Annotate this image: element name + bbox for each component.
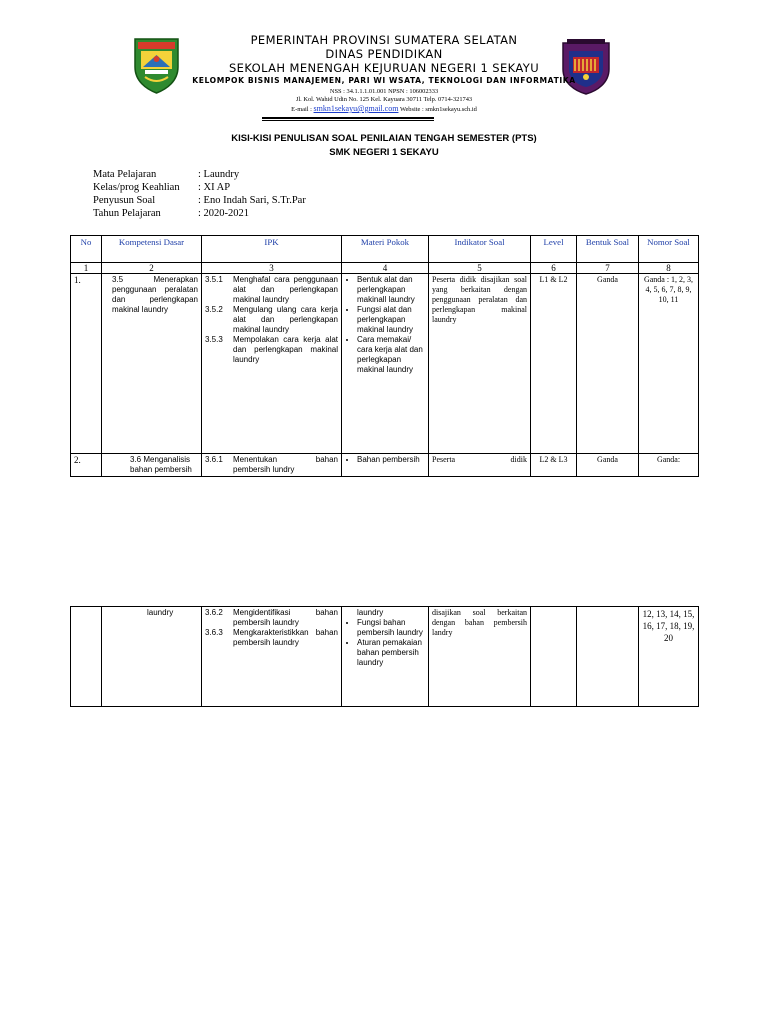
col-header-materi: Materi Pokok <box>342 236 429 263</box>
ipk-text: Menentukan bahan pembersih lundry <box>233 455 338 474</box>
ipk-number: 3.6.1 <box>205 455 223 464</box>
row2-materi <box>342 454 429 477</box>
col-number: 1 <box>71 263 102 274</box>
col-header-kd: Kompetensi Dasar <box>102 236 202 263</box>
info-value-author: : Eno Indah Sari, S.Tr.Par <box>198 195 306 206</box>
materi-item: • Bentuk alat dan perlengkapan makinall laundry <box>357 275 425 305</box>
table-number-row <box>71 263 699 274</box>
ipk-number: 3.5.3 <box>205 335 223 344</box>
ipk-text: Mengkarakteristikkan bahan pembersih laundry <box>233 628 338 647</box>
ipk-text: Mempolakan cara kerja alat dan perlengkapan makinal laundry <box>233 335 338 364</box>
ipk-number: 3.6.2 <box>205 608 223 617</box>
school-field-group: KELOMPOK BISNIS MANAJEMEN, PARI WI WSATA, TEKNOLOGI DAN INFORMATIKA <box>192 76 576 85</box>
ipk-text: Mengidentifikasi bahan pembersih laundry <box>233 608 338 627</box>
row2-kd: 3.6 Menganalisis bahan pembersih <box>102 454 202 477</box>
row1-ipk <box>202 274 342 454</box>
ipk-item <box>205 628 338 648</box>
table-row-2 <box>71 454 699 477</box>
ipk-text: Menghafal cara penggunaan alat dan perlengkapan makinal laundry <box>233 275 338 304</box>
document-subtitle: SMK NEGERI 1 SEKAYU <box>329 147 439 158</box>
row2-indikator: Peserta didik <box>429 454 531 477</box>
row2c-ipk <box>202 607 342 707</box>
materi-item: • Cara memakai/ cara kerja alat dan perlegkapan makinal laundry <box>357 335 425 375</box>
ipk-number: 3.5.1 <box>205 275 223 284</box>
ipk-item <box>205 275 338 305</box>
school-contact <box>0 104 768 113</box>
document-title: KISI-KISI PENULISAN SOAL PENILAIAN TENGAH SEMESTER (PTS) <box>231 133 537 144</box>
ipk-item <box>205 335 338 365</box>
row2c-kd: laundry <box>102 607 202 707</box>
row2c-level <box>531 607 577 707</box>
row1-no: 1. <box>71 274 102 454</box>
row1-kd: 3.5 Menerapkan penggunaan peralatan dan perlengkapan makinal laundry <box>102 274 202 454</box>
row2-ipk <box>202 454 342 477</box>
materi-continuation: laundry <box>357 608 384 617</box>
info-label-subject: Mata Pelajaran <box>93 169 157 180</box>
grid-table-page2 <box>70 606 699 707</box>
materi-item: • Aturan pemakaian bahan pembersih laundry <box>357 638 425 668</box>
row2c-nomor: 12, 13, 14, 15, 16, 17, 18, 19, 20 <box>639 607 699 707</box>
row1-nomor: Ganda : 1, 2, 3, 4, 5, 6, 7, 8, 9, 10, 11 <box>639 274 699 454</box>
ipk-text: Mengulang ulang cara kerja alat dan perlengkapan makinal laundry <box>233 305 338 334</box>
col-number: 2 <box>102 263 202 274</box>
ipk-item <box>205 608 338 628</box>
row2-bentuk: Ganda <box>577 454 639 477</box>
grid-table-page1 <box>70 235 699 477</box>
col-header-ipk: IPK <box>202 236 342 263</box>
info-label-year: Tahun Pelajaran <box>93 208 161 219</box>
table-header-row <box>71 236 699 263</box>
row1-materi <box>342 274 429 454</box>
materi-item: • Bahan pembersih <box>357 455 425 465</box>
materi-item: • Fungsi alat dan perlengkapan makinal laundry <box>357 305 425 335</box>
email-link[interactable]: smkn1sekayu@gmail.com <box>313 104 399 113</box>
info-value-subject: : Laundry <box>198 169 240 180</box>
ipk-number: 3.5.2 <box>205 305 223 314</box>
row2c-materi <box>342 607 429 707</box>
row2-level: L2 & L3 <box>531 454 577 477</box>
col-number: 8 <box>639 263 699 274</box>
row2c-indikator: disajikan soal berkaitan dengan bahan pembersih landry <box>429 607 531 707</box>
materi-item: • Fungsi bahan pembersih laundry <box>357 618 425 638</box>
info-label-class: Kelas/prog Keahlian <box>93 182 180 193</box>
ipk-number: 3.6.3 <box>205 628 223 637</box>
col-header-bentuk: Bentuk Soal <box>577 236 639 263</box>
col-header-level: Level <box>531 236 577 263</box>
col-header-nomor: Nomor Soal <box>639 236 699 263</box>
info-value-class: : XI AP <box>198 182 231 193</box>
row1-bentuk: Ganda <box>577 274 639 454</box>
table-row-1 <box>71 274 699 454</box>
government-name: PEMERINTAH PROVINSI SUMATERA SELATAN <box>250 33 518 47</box>
school-address: Jl. Kol. Wahid Udin No. 125 Kel. Kayuara 30711 Telp. 0714-321743 <box>295 96 473 103</box>
website-text: Website : smkn1sekayu.sch.id <box>398 106 477 113</box>
col-number: 6 <box>531 263 577 274</box>
header-divider-thick <box>262 117 434 119</box>
school-name: SEKOLAH MENENGAH KEJURUAN NEGERI 1 SEKAYU <box>228 61 540 75</box>
row2c-no <box>71 607 102 707</box>
table-row-2-continued <box>71 607 699 707</box>
col-header-indikator: Indikator Soal <box>429 236 531 263</box>
department-name: DINAS PENDIDIKAN <box>325 47 443 61</box>
ipk-item <box>205 305 338 335</box>
row1-level: L1 & L2 <box>531 274 577 454</box>
row2-nomor: Ganda: <box>639 454 699 477</box>
header-divider-thin <box>262 120 434 121</box>
ipk-item <box>205 455 338 475</box>
col-number: 5 <box>429 263 531 274</box>
col-number: 4 <box>342 263 429 274</box>
col-header-no: No <box>71 236 102 263</box>
school-registration: NSS : 34.1.1.1.01.001 NPSN : 106002333 <box>329 88 439 95</box>
row1-indikator: Peserta didik disajikan soal yang berkaitan dengan penggunaan peralatan dan perlengkapan makinal laundry <box>429 274 531 454</box>
row2-no: 2. <box>71 454 102 477</box>
email-label: E-mail : <box>291 106 314 113</box>
info-label-author: Penyusun Soal <box>93 195 156 206</box>
row2c-bentuk <box>577 607 639 707</box>
info-value-year: : 2020-2021 <box>198 208 250 219</box>
col-number: 7 <box>577 263 639 274</box>
col-number: 3 <box>202 263 342 274</box>
